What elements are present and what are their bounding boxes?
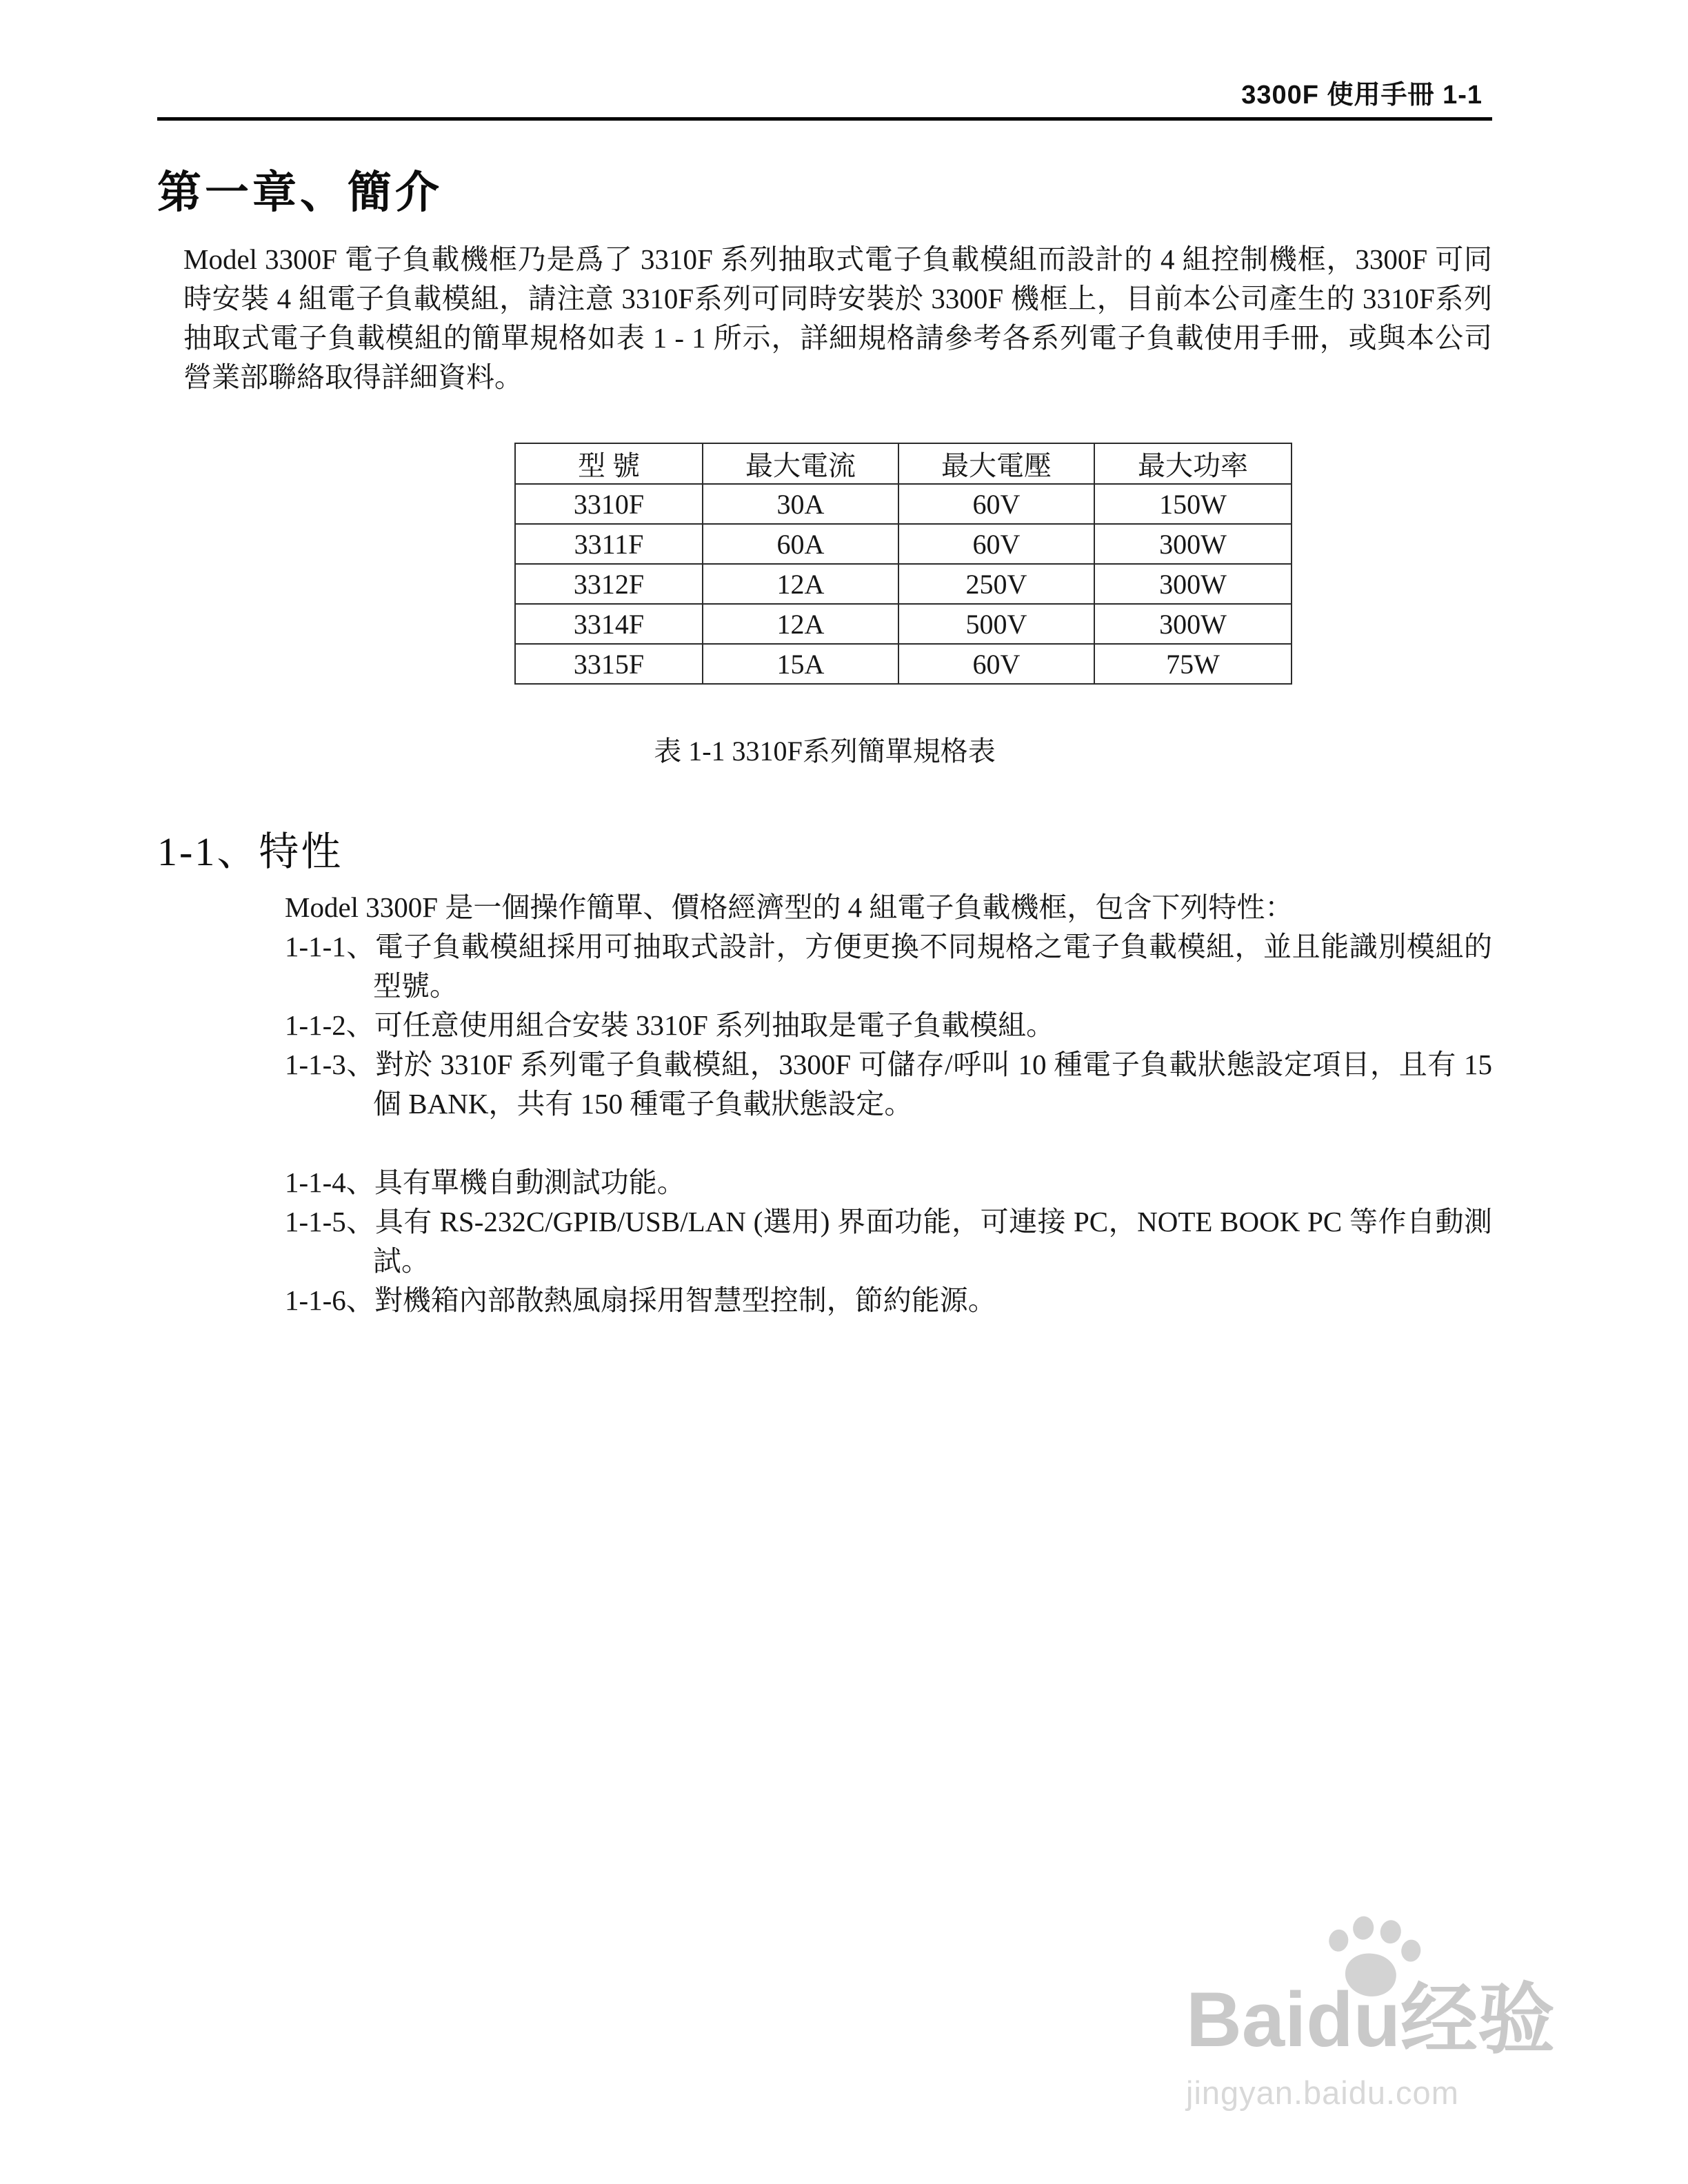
spec-table [514, 443, 1292, 685]
baidu-watermark [1186, 1976, 1556, 2112]
table-row [515, 524, 1292, 564]
cell-model: 3315F [515, 644, 703, 684]
cell-voltage: 60V [898, 644, 1094, 684]
col-header-current: 最大電流 [703, 443, 898, 484]
col-header-power: 最大功率 [1094, 443, 1292, 484]
feature-text: 對於 3310F 系列電子負載模組，3300F 可儲存/呼叫 10 種電子負載狀態設定項目，且有 15 個 BANK，共有 150 種電子負載狀態設定。 [373, 1049, 1492, 1120]
feature-num: 1-1-6、 [285, 1284, 374, 1316]
cell-current: 30A [703, 484, 898, 524]
feature-item-1 [285, 927, 1492, 1006]
feature-num: 1-1-1、 [285, 931, 375, 962]
feature-text: 對機箱內部散熱風扇採用智慧型控制，節約能源。 [374, 1284, 996, 1316]
section-title: 1-1、特性 [157, 829, 343, 874]
cell-voltage: 60V [898, 524, 1094, 564]
chapter-intro-paragraph: Model 3300F 電子負載機框乃是爲了 3310F 系列抽取式電子負載模組而設計的 4 組控制機框，3300F 可同時安裝 4 組電子負載模組，請注意 3310F系列可同時安裝於 3300F 機框上，目前本公司產生的 3310F系列抽取式電子負載模組的簡單規格如表 1 - 1 所示，詳細規格請參考各系列電子負載使用手冊，或與本公司營業部聯絡取得詳細資料。 [183, 243, 1492, 393]
header-rule [157, 117, 1492, 121]
cell-voltage: 500V [898, 604, 1094, 644]
logo-text-bai: Bai [1186, 1976, 1307, 2063]
feature-text: 可任意使用組合安裝 3310F 系列抽取是電子負載模組。 [374, 1009, 1055, 1041]
feature-text: 具有 RS-232C/GPIB/USB/LAN (選用) 界面功能，可連接 PC，NOTE BOOK PC 等作自動測試。 [373, 1206, 1493, 1277]
cell-power: 75W [1094, 644, 1292, 684]
feature-item-4 [285, 1163, 1492, 1202]
baidu-logo [1186, 1976, 1556, 2063]
table-row [515, 604, 1292, 644]
feature-num: 1-1-4、 [285, 1166, 374, 1198]
col-header-voltage: 最大電壓 [898, 443, 1094, 484]
feature-text: 電子負載模組採用可抽取式設計，方便更換不同規格之電子負載模組，並且能識別模組的型號。 [373, 931, 1492, 1002]
feature-item-2 [285, 1006, 1492, 1045]
cell-voltage: 250V [898, 564, 1094, 604]
cell-model: 3314F [515, 604, 703, 644]
feature-item-3 [285, 1045, 1492, 1124]
cell-model: 3310F [515, 484, 703, 524]
feature-item-5 [285, 1202, 1492, 1281]
logo-text-jingyan: 经验 [1400, 1976, 1556, 2063]
chapter-title: 第一章、簡介 [157, 168, 443, 217]
cell-current: 12A [703, 604, 898, 644]
col-header-model: 型 號 [515, 443, 703, 484]
cell-power: 300W [1094, 604, 1292, 644]
logo-text-du: du [1306, 1976, 1401, 2063]
cell-power: 300W [1094, 564, 1292, 604]
table-header-row [515, 443, 1292, 484]
table-row [515, 484, 1292, 524]
cell-power: 300W [1094, 524, 1292, 564]
cell-current: 12A [703, 564, 898, 604]
cell-power: 150W [1094, 484, 1292, 524]
cell-current: 60A [703, 524, 898, 564]
cell-model: 3311F [515, 524, 703, 564]
cell-model: 3312F [515, 564, 703, 604]
cell-current: 15A [703, 644, 898, 684]
feature-num: 1-1-3、 [285, 1049, 376, 1080]
feature-text: 具有單機自動測試功能。 [374, 1166, 685, 1198]
table-row [515, 644, 1292, 684]
baidu-url: jingyan.baidu.com [1186, 2074, 1459, 2111]
feature-num: 1-1-5、 [285, 1206, 375, 1237]
feature-num: 1-1-2、 [285, 1009, 374, 1041]
page-header: 3300F 使用手冊 1-1 [1241, 81, 1483, 110]
table-row [515, 564, 1292, 604]
table-caption: 表 1-1 3310F系列簡單規格表 [654, 736, 996, 767]
feature-item-6 [285, 1281, 1492, 1320]
section-body [285, 888, 1492, 1320]
section-intro: Model 3300F 是一個操作簡單、價格經濟型的 4 組電子負載機框，包含下列特性： [285, 891, 1294, 923]
cell-voltage: 60V [898, 484, 1094, 524]
